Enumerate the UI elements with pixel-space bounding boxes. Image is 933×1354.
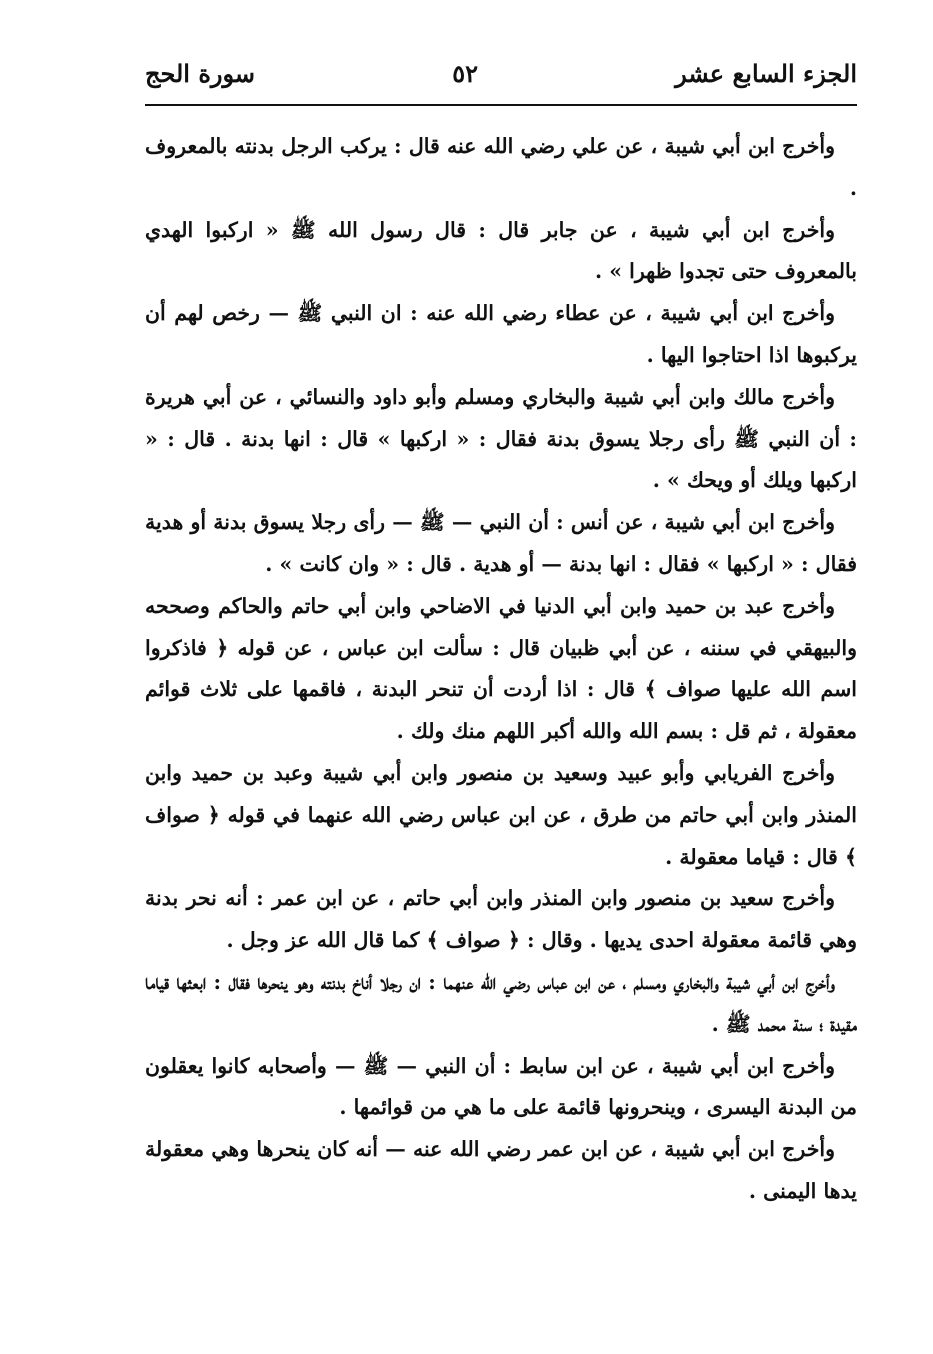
header-divider	[145, 104, 857, 106]
paragraph: وأخرج ابن أبي شيبة ، عن عطاء رضي الله عنه : ان النبي ﷺ — رخص لهم أن يركبوها اذا احتاجوا اليها .	[145, 301, 857, 367]
paragraph: وأخرج ابن أبي شيبة والبخاري ومسلم ، عن ابن عباس رضي الله عنهما : ان رجلا أناخ بدنته وهو ينحرها فقال : ابعثها قياما مقيدة ؛ سنة محمد ﷺ .	[145, 969, 857, 1036]
paragraph: وأخرج عبد بن حميد وابن أبي الدنيا في الاضاحي وابن أبي حاتم والحاكم وصححه والبيهقي في سننه ، عن أبي ظبيان قال : سألت ابن عباس ، عن قوله ﴿ فاذكروا اسم الله عليها صواف ﴾ قال : اذا أردت أن تنحر البدنة ، فاقمها على ثلاث قوائم معقولة ، ثم قل : بسم الله والله أكبر اللهم منك ولك .	[145, 593, 857, 744]
running-header	[145, 48, 857, 98]
body-text	[145, 126, 857, 1213]
paragraph: وأخرج ابن أبي شيبة ، عن أنس : أن النبي — ﷺ — رأى رجلا يسوق بدنة أو هدية فقال : « اركبها » فقال : انها بدنة — أو هدية . قال : « وان كانت » .	[145, 510, 857, 576]
paragraph: وأخرج الفريابي وأبو عبيد وسعيد بن منصور وابن أبي شيبة وعبد بن حميد وابن المنذر وابن أبي حاتم من طرق ، عن ابن عباس رضي الله عنهما في قوله ﴿ صواف ﴾ قال : قياما معقولة .	[145, 760, 857, 869]
paragraph: وأخرج ابن أبي شيبة ، عن علي رضي الله عنه قال : يركب الرجل بدنته بالمعروف .	[145, 134, 857, 200]
part-title: الجزء السابع عشر	[675, 58, 857, 88]
paragraph: وأخرج سعيد بن منصور وابن المنذر وابن أبي حاتم ، عن ابن عمر : أنه نحر بدنة وهي قائمة معقولة احدى يديها . وقال : ﴿ صواف ﴾ كما قال الله عز وجل .	[145, 886, 857, 953]
surah-title: سورة الحج	[145, 58, 255, 88]
paragraph: وأخرج ابن أبي شيبة ، عن ابن سابط : أن النبي — ﷺ — وأصحابه كانوا يعقلون من البدنة اليسرى ، وينحرونها قائمة على ما هي من قوائمها .	[145, 1053, 857, 1120]
page-number: ٥٢	[452, 58, 478, 88]
paragraph: وأخرج ابن أبي شيبة ، عن ابن عمر رضي الله عنه — أنه كان ينحرها وهي معقولة يدها اليمنى .	[145, 1137, 857, 1203]
paragraph: وأخرج ابن أبي شيبة ، عن جابر قال : قال رسول الله ﷺ « اركبوا الهدي بالمعروف حتى تجدوا ظهرا » .	[145, 217, 857, 284]
paragraph: وأخرج مالك وابن أبي شيبة والبخاري ومسلم وأبو داود والنسائي ، عن أبي هريرة : أن النبي ﷺ رأى رجلا يسوق بدنة فقال : « اركبها » قال : انها بدنة . قال : « اركبها ويلك أو ويحك » .	[145, 384, 857, 493]
